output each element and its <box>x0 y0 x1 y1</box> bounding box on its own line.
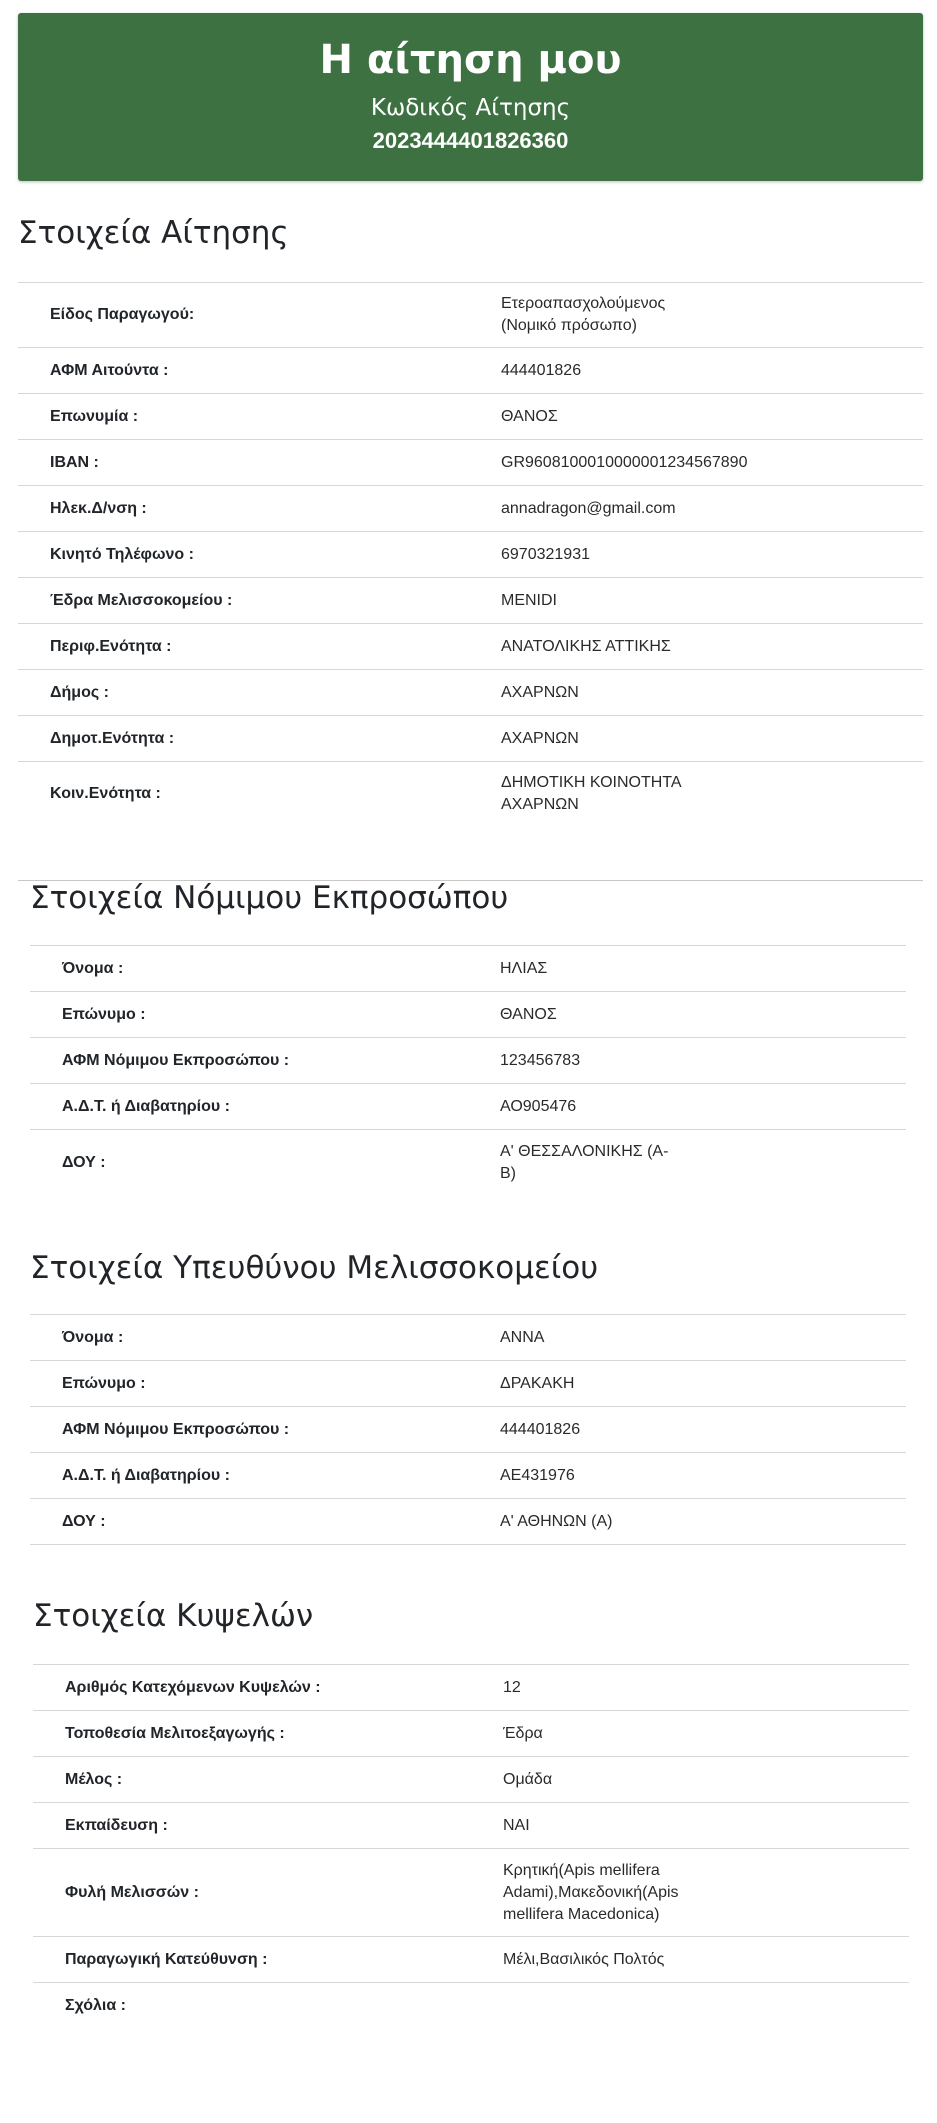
municipality-value: ΑΧΑΡΝΩΝ <box>501 683 579 701</box>
production-direction-label: Παραγωγική Κατεύθυνση : <box>65 1950 268 1968</box>
manager-last-name-value: ΔΡΑΚΑΚΗ <box>500 1374 575 1392</box>
table-row <box>18 624 923 670</box>
apiary-seat-label: Έδρα Μελισσοκομείου : <box>50 591 233 609</box>
manager-id-value: ΑΕ431976 <box>500 1466 575 1484</box>
application-code-value: 2023444401826360 <box>372 128 569 153</box>
municipality-label: Δήμος : <box>50 683 109 701</box>
training-value: ΝΑΙ <box>503 1816 530 1834</box>
legal-representative-table <box>30 945 906 1196</box>
company-name-value: ΘΑΝΟΣ <box>501 407 558 425</box>
table-row <box>33 1937 909 1983</box>
community-unit-value: ΔΗΜΟΤΙΚΗ ΚΟΙΝΟΤΗΤΑ ΑΧΑΡΝΩΝ <box>501 774 681 814</box>
producer-type-value: Ετεροαπασχολούμενος (Νομικό πρόσωπο) <box>501 295 666 334</box>
table-row <box>18 348 923 394</box>
table-row <box>33 1803 909 1849</box>
table-row <box>18 578 923 624</box>
table-row <box>33 1983 909 2029</box>
rep-first-name-label: Όνομα : <box>62 959 124 977</box>
rep-tax-office-value: Α' ΘΕΣΣΑΛΟΝΙΚΗΣ (Α-Β) <box>500 1142 669 1182</box>
rep-last-name-label: Επώνυμο : <box>62 1005 146 1023</box>
extraction-location-value: Έδρα <box>503 1724 543 1742</box>
application-code-label: Κωδικός Αίτησης <box>370 95 571 121</box>
comments-label: Σχόλια : <box>65 1996 126 2014</box>
municipal-unit-value: ΑΧΑΡΝΩΝ <box>501 729 579 747</box>
rep-afm-value: 123456783 <box>500 1051 581 1069</box>
hives-count-value: 12 <box>503 1678 521 1696</box>
table-row <box>30 1038 906 1084</box>
municipal-unit-label: Δημοτ.Ενότητα : <box>50 729 175 747</box>
email-value: annadragon@gmail.com <box>501 499 676 517</box>
manager-first-name-label: Όνομα : <box>62 1328 124 1346</box>
bee-breed-label: Φυλή Μελισσών : <box>65 1883 199 1901</box>
application-details-table <box>18 282 923 827</box>
regional-unit-value: ΑΝΑΤΟΛΙΚΗΣ ΑΤΤΙΚΗΣ <box>501 637 671 655</box>
manager-afm-value: 444401826 <box>500 1420 581 1438</box>
training-label: Εκπαίδευση : <box>65 1816 168 1834</box>
table-row <box>18 716 923 762</box>
hives-details-title: Στοιχεία Κυψελών <box>33 1598 314 1634</box>
table-row <box>30 1361 906 1407</box>
table-row <box>30 1499 906 1545</box>
applicant-afm-label: ΑΦΜ Αιτούντα : <box>50 361 169 379</box>
application-header <box>18 13 923 181</box>
iban-value: GR9608100010000001234567890 <box>501 453 748 471</box>
applicant-afm-value: 444401826 <box>501 361 582 379</box>
extraction-location-label: Τοποθεσία Μελιτοεξαγωγής : <box>65 1724 285 1742</box>
table-row <box>33 1711 909 1757</box>
rep-id-label: Α.Δ.Τ. ή Διαβατηρίου : <box>62 1097 230 1115</box>
manager-tax-office-value: Α' ΑΘΗΝΩΝ (Α) <box>500 1512 613 1530</box>
manager-id-label: Α.Δ.Τ. ή Διαβατηρίου : <box>62 1466 230 1484</box>
apiary-manager-table <box>30 1314 906 1545</box>
membership-label: Μέλος : <box>65 1770 123 1788</box>
table-row <box>30 1130 906 1196</box>
table-row <box>18 283 923 348</box>
community-unit-label: Κοιν.Ενότητα : <box>50 785 161 803</box>
bee-breed-value: Κρητική(Apis mellifera Adami),Μακεδονική(Apis mellifera Macedonica) <box>503 1861 679 1923</box>
mobile-phone-label: Κινητό Τηλέφωνο : <box>50 545 194 563</box>
rep-id-value: ΑΟ905476 <box>500 1097 577 1115</box>
apiary-seat-value: MENIDI <box>501 591 557 609</box>
table-row <box>30 1407 906 1453</box>
table-row <box>33 1665 909 1711</box>
table-row <box>30 1084 906 1130</box>
table-row <box>18 532 923 578</box>
table-row <box>18 486 923 532</box>
rep-last-name-value: ΘΑΝΟΣ <box>500 1005 557 1023</box>
manager-afm-label: ΑΦΜ Νόμιμου Εκπροσώπου : <box>62 1420 290 1438</box>
table-row <box>33 1757 909 1803</box>
manager-tax-office-label: ΔΟΥ : <box>62 1512 106 1530</box>
apiary-manager-title: Στοιχεία Υπευθύνου Μελισσοκομείου <box>30 1250 599 1286</box>
table-row <box>30 1315 906 1361</box>
producer-type-label: Είδος Παραγωγού: <box>50 306 195 323</box>
regional-unit-label: Περιφ.Ενότητα : <box>50 637 172 655</box>
table-row <box>18 670 923 716</box>
mobile-phone-value: 6970321931 <box>501 545 590 563</box>
table-row <box>18 762 923 827</box>
comments-value <box>503 1983 909 2029</box>
table-row <box>30 946 906 992</box>
production-direction-value: Μέλι,Βασιλικός Πολτός <box>503 1950 665 1968</box>
manager-last-name-label: Επώνυμο : <box>62 1374 146 1392</box>
membership-value: Ομάδα <box>503 1770 553 1788</box>
table-row <box>30 992 906 1038</box>
table-row <box>18 394 923 440</box>
rep-afm-label: ΑΦΜ Νόμιμου Εκπροσώπου : <box>62 1051 290 1069</box>
hives-details-table <box>33 1664 909 2029</box>
table-row <box>33 1849 909 1937</box>
manager-first-name-value: ΑΝΝΑ <box>500 1328 545 1346</box>
email-label: Ηλεκ.Δ/νση : <box>50 499 147 517</box>
company-name-label: Επωνυμία : <box>50 407 139 425</box>
page-title: Η αίτηση μου <box>319 37 622 83</box>
application-details-title: Στοιχεία Αίτησης <box>18 215 289 251</box>
iban-label: IBAN : <box>50 453 99 471</box>
hives-count-label: Αριθμός Κατεχόμενων Κυψελών : <box>65 1678 321 1696</box>
table-row <box>18 440 923 486</box>
legal-representative-title: Στοιχεία Νόμιμου Εκπροσώπου <box>30 880 509 916</box>
rep-tax-office-label: ΔΟΥ : <box>62 1153 106 1171</box>
rep-first-name-value: ΗΛΙΑΣ <box>500 959 548 977</box>
table-row <box>30 1453 906 1499</box>
